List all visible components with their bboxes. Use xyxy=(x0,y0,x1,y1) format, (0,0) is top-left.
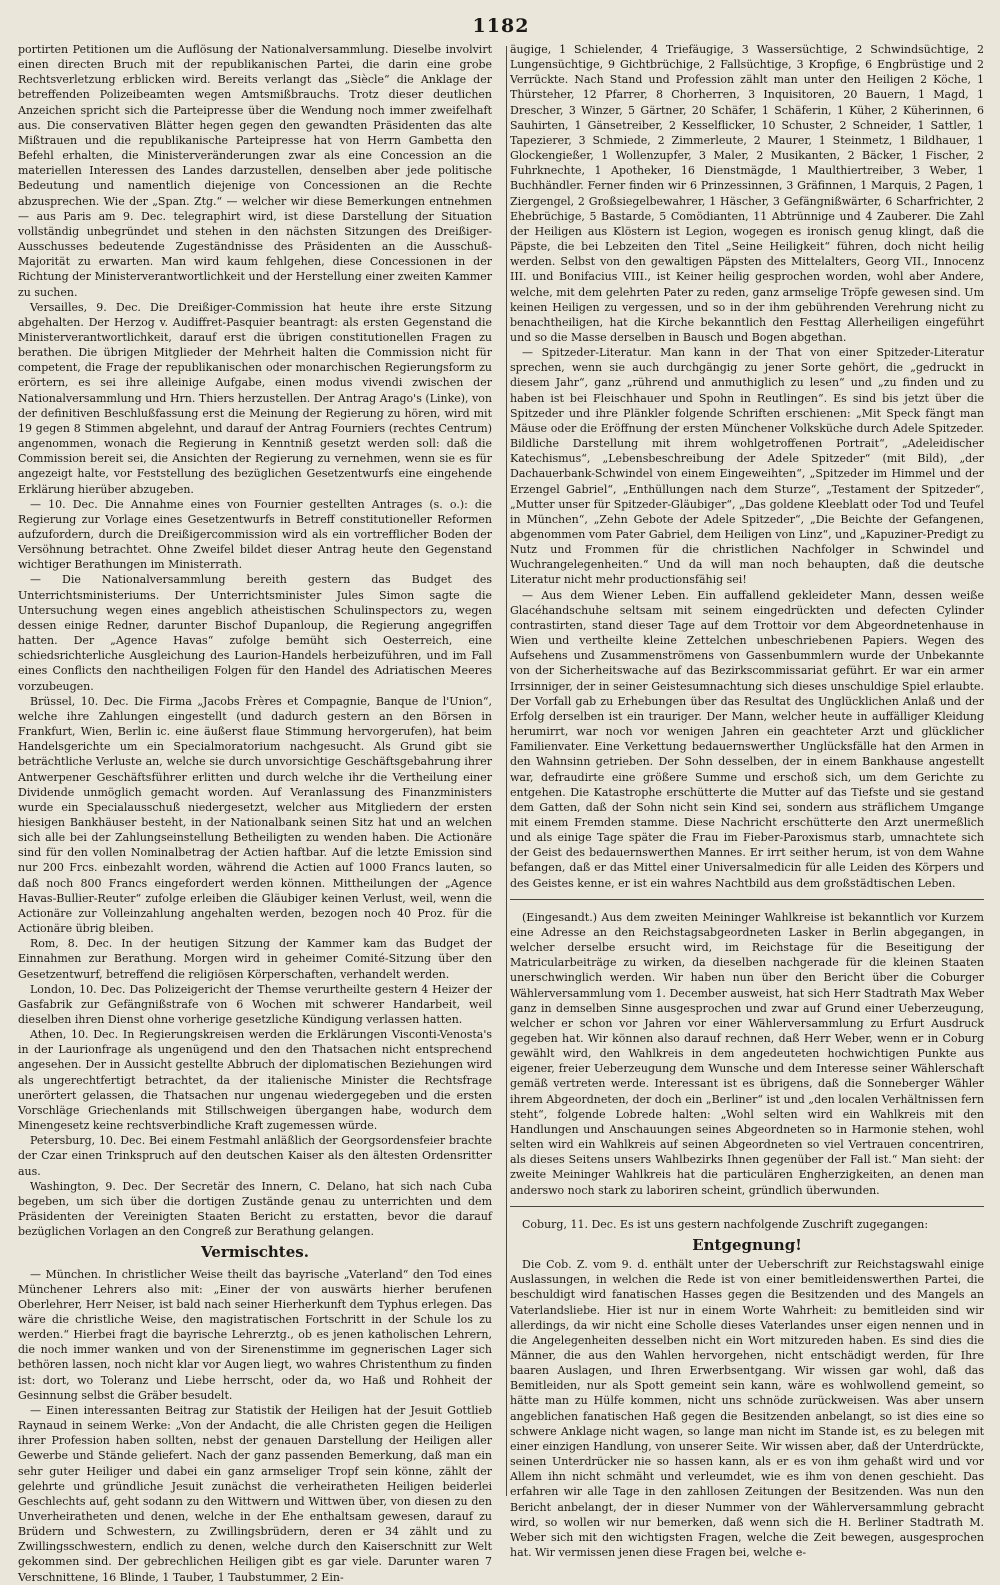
article-text: portirten Petitionen um die Auflösung der Nationalversammlung. Dieselbe involvirt einen directen Bruch mit der republikanischen Partei, die darin eine grobe Rechtsverletzung erblicken wird. Bereits verlangt das „Siècle“ die Anklage der betreffenden Polizeibeamten wegen Amtsmißbrauchs. Trotz dieser deutlichen Anzeichen spricht sich die Parteipresse über die Wendung noch immer zweifelhaft aus. Die conservativen Blätter hegen gegen den gewandten Präsidenten das alte Mißtrauen und die republikanische Parteipresse hat von Herrn Gambetta den Befehl erhalten, die Ministerveränderungen zwar als eine Concession an die materiellen Interessen des Landes darzustellen, denselben aber jede politische Bedeutung und namentlich diejenige von Concessionen an die Rechte abzusprechen. Wie der „Span. Ztg.“ — welcher wir diese Bemerkungen entnehmen — aus Paris am 9. Dec. telegraphirt wird, ist diese Darstellung der Situation vollständig unbegründet und stehen in den nächsten Sitzungen des Dreißiger-Ausschusses bedeutende Zugeständnisse des Präsidenten an die Ausschuß-Majorität zu erwarten. Man wird kaum fehlgehen, diese Concessionen in der Richtung der Ministerverantwortlichkeit und der Herstellung einer zweiten Kammer zu suchen. xyxy=(18,43,492,299)
article-athen: Athen, 10. Dec. In Regierungskreisen werden die Erklärungen Visconti-Venosta's in der Laurionfrage als ungenügend und den den Thatsachen nicht entsprechend angesehen. Der in Aussicht gestellte Abbruch der diplomatischen Beziehungen wird als ungerechtfertigt betrachtet, da der italienische Minister die Rechtsfrage unerörtert gelassen, die Thatsachen nur ungenau wiedergegeben und die ersten Vorschläge Griechenlands mit Stillschweigen übergangen habe, wodurch dem Minengesetz keine rechtsverbindliche Kraft zugemessen würde. xyxy=(18,1028,492,1133)
column-divider xyxy=(506,46,507,1496)
article-washington: Washington, 9. Dec. Der Secretär des Innern, C. Delano, hat sich nach Cuba begeben, um sich über die dortigen Zustände genau zu unterrichten und dem Präsidenten der Vereinigten Staaten Bericht zu erstatten, bevor die darauf bezüglichen Vorlagen an den Congreß zur Berathung gelangen. xyxy=(18,1179,492,1239)
horizontal-rule xyxy=(510,1206,984,1207)
article-heilige-cont: äugige, 1 Schielender, 4 Triefäugige, 3 Wassersüchtige, 2 Schwindsüchtige, 2 Lungensüchtige, 9 Gichtbrüchige, 2 Fallsüchtige, 3 Kropfige, 6 Engbrüstige und 2 Verrückte. Nach Stand und Profession zählt man unter den Heiligen 2 Köche, 1 Thürsteher, 12 Pfarrer, 8 Chorherren, 3 Inquisitoren, 20 Bauern, 1 Magd, 1 Drescher, 3 Winzer, 5 Gärtner, 20 Schäfer, 1 Schäferin, 1 Küher, 2 Küherinnen, 6 Sauhirten, 1 Gänsetreiber, 2 Kesselflicker, 10 Schuster, 2 Schneider, 1 Sattler, 1 Tapezierer, 3 Schmiede, 2 Zimmerleute, 2 Maurer, 1 Steinmetz, 1 Bildhauer, 1 Glockengießer, 1 Wollenzupfer, 3 Maler, 2 Musikanten, 2 Bäcker, 1 Fischer, 2 Fuhrknechte, 1 Apotheker, 16 Dienstmägde, 1 Maulthiertreiber, 3 Weber, 1 Buchhändler. Ferner finden wir 6 Prinzessinnen, 3 Gräfinnen, 1 Marquis, 2 Pagen, 1 Ziergengel, 2 Großsiegelbewahrer, 1 Häscher, 3 Gefängnißwärter, 6 Scharfrichter, 2 Ehebrüchige, 5 Bastarde, 5 Comödianten, 11 Abtrünnige und 4 Zauberer. Die Zahl der Heiligen aus Klöstern ist Legion, wogegen es ironisch genug klingt, daß die Päpste, die bei Lebzeiten den Titel „Seine Heiligkeit“ führen, doch nicht heilig werden. Selbst von den gewaltigen Päpsten des Mittelalters, Georg VII., Innocenz III. und Bonifacius VIII., ist Keiner heilig gesprochen worden, wohl aber Andere, welche, mit dem gelehrten Pater zu reden, ganz armselige Tröpfe gewesen sind. Um keinen Heiligen zu vergessen, und so in der ihm gebührenden Verehrung nicht zu benachtheiligen, hat die Kirche bekanntlich den Festtag Allerheiligen eingeführt und so die Masse derselben in Bausch und Bogen abgethan. xyxy=(510,43,984,344)
article-coburg: Coburg, 11. Dec. Es ist uns gestern nachfolgende Zuschrift zugegangen: xyxy=(522,1217,929,1231)
article-wiener-leben: — Aus dem Wiener Leben. Ein auffallend gekleideter Mann, dessen weiße Glacéhandschuhe seltsam mit seinem eingedrückten und defecten Cylinder contrastirten, stand dieser Tage auf dem Trottoir vor dem Abgeordnetenhause in Wien und vertheilte kleine Zettelchen unbeschriebenen Papiers. Wegen des Aufsehens und Zusammenströmens von Gassenbummlern wurde der Unbekannte von der Sicherheitswache auf das Bezirkscommissariat geführt. Er war ein armer Irrsinniger, der in seiner Geistesumnachtung sich dieses unschuldige Spiel erlaubte. Der Vorfall gab zu Erhebungen über das Resultat des Unglücklichen Anlaß und der Erfolg derselben ist ein trauriger. Der Mann, welcher heute in auffälliger Kleidung herumirrt, war noch vor wenigen Jahren ein geachteter Arzt und glücklicher Familienvater. Eine Verkettung bedauernswerther Unglücksfälle hat den Armen in den Wahnsinn getrieben. Der Sohn desselben, der in einem Bankhause angestellt war, defraudirte eine größere Summe und erschoß sich, um dem Gerichte zu entgehen. Die Katastrophe erschütterte die Mutter auf das Tiefste und sie gestand dem Gatten, daß der Sohn nicht sein Kind sei, sondern aus sträflichem Umgange mit einem Fremden stamme. Diese Nachricht erschütterte den Arzt unermeßlich und als einige Tage später die Frau im Fieber-Paroxismus starb, umnachtete sich der Geist des bedauernswerthen Mannes. Er irrt seither herum, ist von dem Wahne befangen, daß er das Mittel einer Universalmedicin für alle Leiden des Körpers und des Geistes kenne, er ist ein wahres Nachtbild aus dem großstädtischen Leben. xyxy=(510,588,984,890)
article-rom: Rom, 8. Dec. In der heutigen Sitzung der Kammer kam das Budget der Einnahmen zur Berathung. Morgen wird in geheimer Comité-Sitzung über den Gesetzentwurf, betreffend die religiösen Körperschaften, verhandelt werden. xyxy=(18,937,492,981)
section-heading: Vermischtes. xyxy=(201,1243,309,1262)
columns xyxy=(18,42,984,1584)
article-nationalversammlung: — Die Nationalversammlung bereith gestern das Budget des Unterrichtsministeriums. Der Unterrichtsminister Jules Simon sagte die Untersuchung wegen eines angeblich atheistischen Schulinspectors zu, wegen dessen einige Redner, darunter Bischof Dupanloup, die Regierung angegriffen hatten. Der „Agence Havas“ zufolge bemüht sich Oesterreich, eine schiedsrichterliche Ausgleichung des Laurion-Handels herbeizuführen, und im Fall eines Conflicts den nachtheiligen Folgen für den Handel des Adriatischen Meeres vorzubeugen. xyxy=(18,573,492,693)
right-column xyxy=(510,42,984,1559)
article-muenchen: — München. In christlicher Weise theilt das bayrische „Vaterland“ den Tod eines Münchener Lehrers also mit: „Einer der von auswärts hierher berufenen Oberlehrer, Herr Neiser, ist bald nach seiner Hierherkunft dem Typhus erlegen. Das wäre die christliche Weise, den magistratischen Fortschritt in der Schule los zu werden.“ Hierbei fragt die bayrische Lehrerztg., ob es jenen katholischen Lehrern, die noch immer wanken und von der Sirenenstimme im gegnerischen Lager sich bethören lassen, noch nicht klar vor Augen liegt, wo wahres Christenthum zu finden ist: dort, wo Toleranz und Liebe herrscht, oder da, wo Haß und Rohheit der Gesinnung selbst die Gräber besudelt. xyxy=(18,1267,492,1402)
article-eingesandt: (Eingesandt.) Aus dem zweiten Meininger Wahlkreise ist bekanntlich vor Kurzem eine Adresse an den Reichstagsabgeordneten Lasker in Berlin abgegangen, in welcher derselbe ersucht wird, im Reichstage für die Beseitigung der Matricularbeiträge zu wirken, da dieselben nachgerade für die kleinen Staaten unerschwinglich werden. Wir haben nun über den Bericht über die Coburger Wählerversammlung vom 1. December ausweist, hat sich Herr Stadtrath Max Weber ganz in demselben Sinne ausgesprochen und zwar auf Grund einer Ueberzeugung, welcher er schon vor Jahren vor einer Wählerversammlung zu Erfurt Ausdruck gegeben hat. Wir können also darauf rechnen, daß Herr Weber, wenn er in Coburg gewählt wird, den Wahlkreis in dem angedeuteten hochwichtigen Punkte aus eigener, freier Ueberzeugung dem Wunsche und dem Interesse seiner Wählerschaft gemäß vertreten werde. Interessant ist es übrigens, daß die Sonneberger Wähler ihrem Abgeordneten, der doch ein „Berliner“ ist und „den localen Verhältnissen fern steht“, folgende Lobrede halten: „Wohl selten wird ein Wahlkreis mit den Handlungen und Anschauungen seines Abgeordneten so in Harmonie stehen, wohl selten wird ein Wahlkreis auf seinen Abgeordneten so viel Vertrauen concentriren, als dieses Seitens unsers Wahlbezirks Ihnen gegenüber der Fall ist.“ Man sieht: der zweite Meininger Wahlkreis hat die particulären Engherzigkeiten, an denen man anderswo noch stark zu laboriren scheint, gründlich überwunden. xyxy=(510,910,984,1197)
article-entgegnung: Die Cob. Z. vom 9. d. enthält unter der Ueberschrift zur Reichstagswahl einige Auslassungen, in welchen die Rede ist von einer bemitleidenswerthen Partei, die beschuldigt wird fanatischen Hasses gegen die Besitzenden und des Mangels an Vaterlandsliebe. Hier ist nur in einem Worte Wahrheit: zu bemitleiden sind wir allerdings, da wir nicht eine Scholle dieses Vaterlandes unser eigen nennen und in die Angelegenheiten desselben nicht ein Wort mitzureden haben. Es sind dies die Männer, die aus den Wahlen hervorgehen, nicht entschädigt werden, für Ihre baaren Auslagen, und Ihren Erwerbsentgang. Wir wissen gar wohl, daß das Bemitleiden, nur als Spott gemeint sein kann, wäre es wohlwollend gemeint, so hätte man zu Hülfe kommen, nicht uns schnöde zurückweisen. Was aber unsern angeblichen fanatischen Haß gegen die Besitzenden anbelangt, so ist dies eine so schwere Anklage nicht wagen, so lange man nicht im Stande ist, es zu belegen mit einer einzigen Handlung, von unserer Seite. Wir wissen aber, daß der Unterdrückte, seinen Unterdrücker nie so hassen kann, als er es von ihm gehaßt wird und vor Allem ihn nicht schmäht und verleumdet, wie es ihm von denen geschieht. Das erfahren wir alle Tage in den zahllosen Zeitungen der Besitzenden. Was nun den Bericht anbelangt, der in dieser Nummer von der Wählerversammlung gebracht wird, so wollen wir nur bemerken, daß wenn sich die H. Berliner Stadtrath M. Weber sich mit den wichtigsten Fragen, welche die Zeit bewegen, ausgesprochen hat. Wir vermissen jenen diese Fragen bei, welche e- xyxy=(510,1258,984,1559)
left-column xyxy=(18,42,492,1584)
article-bruessel: Brüssel, 10. Dec. Die Firma „Jacobs Frères et Compagnie, Banque de l'Union“, welche ihre Zahlungen eingestellt (und dadurch gestern an den Börsen in Frankfurt, Wien, Berlin ic. eine äußerst flaue Stimmung hervorgerufen), hat beim Handelsgerichte um ein Specialmoratorium nachgesucht. Als Grund gibt sie beträchtliche Verluste an, welche sie durch unvorsichtige Geschäftsgebahrung ihrer Antwerpener Geschäftsführer erlitten und durch welche ihr die Vertheilung einer Dividende unmöglich gemacht worden. Auf Veranlassung des Finanzministers wurde ein Specialausschuß niedergesetzt, welcher aus Mitgliedern der ersten hiesigen Bankhäuser besteht, in der Nationalbank seinen Sitz hat und an welchen sich alle bei der Zahlungseinstellung Betheiligten zu wenden haben. Die Actionäre sind für den vollen Nominalbetrag der Actien haftbar. Auf die letzte Emission sind nur 200 Frcs. einbezahlt worden, während die Actien auf 1000 Francs lauten, so daß noch 800 Francs eingefordert werden können. Mittheilungen der „Agence Havas-Bullier-Reuter“ zufolge erleiben die Gläubiger keinen Verlust, weil, wenn die Actionäre zur Volleinzahlung angehalten werden, bezogen noch 40 Proz. für die Actionäre übrig bleiben. xyxy=(18,694,492,936)
article-versailles: Versailles, 9. Dec. Die Dreißiger-Commission hat heute ihre erste Sitzung abgehalten. Der Herzog v. Audiffret-Pasquier beantragt: als ersten Gegenstand die Ministerverantwortlichkeit, darauf erst die übrigen constitutionellen Fragen zu berathen. Die übrigen Mitglieder der Mehrheit halten die Commission nicht für competent, die Frage der republikanischen oder monarchischen Regierungsform zu erörtern, es sei ihre alleinige Aufgabe, einen modus vivendi zwischen der Nationalversammlung und Hrn. Thiers herzustellen. Der Antrag Arago's (Linke), von der definitiven Beschlußfassung erst die Meinung der Regierung zu hören, wird mit 19 gegen 8 Stimmen abgelehnt, und darauf der Antrag Fourniers (rechtes Centrum) angenommen, wonach die Regierung in Kenntniß gesetzt werden soll: daß die Commission bereit sei, die Ansichten der Regierung zu vernehmen, wenn sie es für angezeigt halte, vor Feststellung des bezüglichen Gesetzentwurfs eine eingehende Erklärung hierüber abzugeben. xyxy=(18,300,492,496)
article-heading: Entgegnung! xyxy=(692,1235,802,1254)
article-versailles-2: — 10. Dec. Die Annahme eines von Fournier gestellten Antrages (s. o.): die Regierung zur Vorlage eines Gesetzentwurfs in Betreff constitutioneller Reformen aufzufordern, durch die Dreißigercommission wird als ein vortrefflicher Boden der Versöhnung betrachtet. Ohne Zweifel bildet dieser Antrag heute den Gegenstand wichtiger Berathungen im Ministerrath. xyxy=(18,497,492,572)
article-london: London, 10. Dec. Das Polizeigericht der Themse verurtheilte gestern 4 Heizer der Gasfabrik zur Gefängnißstrafe von 6 Wochen mit schwerer Handarbeit, weil dieselben ihren Dienst ohne vorherige gesetzliche Kündigung verlassen hatten. xyxy=(18,982,492,1026)
horizontal-rule xyxy=(510,899,984,900)
article-statistik-heilige: — Einen interessanten Beitrag zur Statistik der Heiligen hat der Jesuit Gottlieb Raynaud in seinem Werke: „Von der Andacht, die alle Christen gegen die Heiligen ihrer Profession haben sollten, nebst der genauen Darstellung der Heiligen aller Gewerbe und Stände geliefert. Nach der ganz passenden Bemerkung, daß man ein sehr guter Heiliger und dabei ein ganz armseliger Tropf sein könne, zählt der gelehrte und gründliche Jesuit zunächst die verheiratheten Heiligen beiderlei Geschlechts auf, geht sodann zu den Wittwern und Wittwen über, von diesen zu den Unverheiratheten und denen, welche in der Ehe enthaltsam gewesen, darauf zu Brüdern und Schwestern, zu Zwillingsbrüdern, deren er 34 zählt und zu Zwillingsschwestern, endlich zu denen, welche durch den Kaiserschnitt zur Welt gekommen sind. Der gebrechlichen Heiligen gibt es gar viele. Darunter waren 7 Verschnittene, 16 Blinde, 1 Tauber, 1 Taubstummer, 2 Ein- xyxy=(18,1403,492,1584)
page-number: 1182 xyxy=(472,15,530,37)
article-spitzeder: — Spitzeder-Literatur. Man kann in der That von einer Spitzeder-Literatur sprechen, wenn sie auch durchgängig zu jener Sorte gehört, die „gedruckt in diesem Jahr“, ganz „rührend und anmuthiglich zu lesen“ und „zu finden und zu haben ist bei Fleischhauer und Spohn in Reutlingen“. Es sind bis jetzt über die Spitzeder und ihre Plänkler folgende Schriften erschienen: „Mit Speck fängt man Mäuse oder die Eröffnung der ersten Münchener Volksküche durch Adele Spitzeder. Bildliche Darstellung mit ihrem wohlgetroffenen Portrait“, „Adeleidischer Katechismus“, „Lebensbeschreibung der Adele Spitzeder“ (mit Bild), „der Dachauerbank-Schwindel von einem Eingeweihten“, „Spitzeder im Himmel und der Erzengel Gabriel“, „Enthüllungen nach dem Sturze“, „Testament der Spitzeder“, „Mutter unser für Spitzeder-Gläubiger“, „Das goldene Kleeblatt oder Tod und Teufel in München“, „Zehn Gebote der Adele Spitzeder“, „Die Beichte der Gefangenen, abgenommen vom Pater Gabriel, dem Heiligen von Linz“, und „Kapuziner-Predigt zu Nutz und Frommen für die christlichen Nachfolger in Schwindel und Wuchrangelegenheiten.“ Und da will man noch behaupten, daß die deutsche Literatur nicht mehr productionsfähig sei! xyxy=(510,346,984,587)
article-petersburg: Petersburg, 10. Dec. Bei einem Festmahl anläßlich der Georgsordensfeier brachte der Czar einen Trinkspruch auf den deutschen Kaiser als den ältesten Ordensritter aus. xyxy=(18,1134,492,1178)
